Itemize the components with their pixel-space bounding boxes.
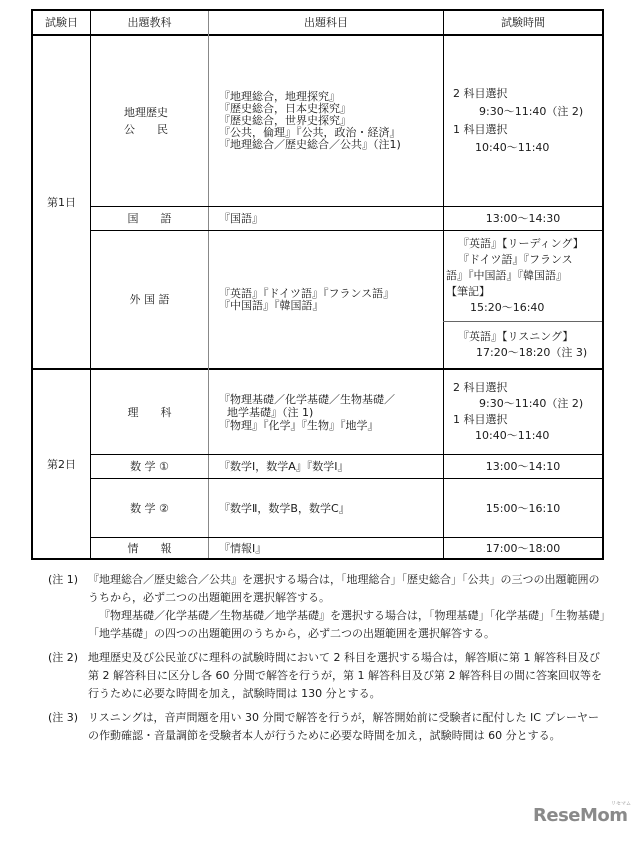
exam-time-cell xyxy=(453,36,602,206)
note-paragraph: 『物理基礎／化学基礎／生物基礎／地学基礎』を選択する場合は，「物理基礎」「化学基礎」「生物基礎」「地学基礎」の四つの出題範囲のうちから，必ず二つの出題範囲を選択解答する。 xyxy=(88,609,605,640)
header-exam-time: 試験時間 xyxy=(501,16,545,29)
time-text: 10:40～11:40 xyxy=(475,429,550,442)
day-label: 第2日 xyxy=(47,457,76,471)
note-paragraph: 『地理総合／歴史総合／公共』を選択する場合は，「地理総合」「歴史総合」「公共」の三つの出題範囲のうちから，必ず二つの出題範囲を選択解答する。 xyxy=(88,573,600,604)
subject-area-cell xyxy=(91,36,208,206)
exam-time-cell: 17:00～18:00 xyxy=(485,541,561,555)
subject-item: 『物理』『化学』『生物』『地学』 xyxy=(219,418,379,432)
exam-time-cell: 13:00～14:10 xyxy=(485,460,561,473)
exam-time-cell xyxy=(453,370,602,454)
note-2 xyxy=(48,649,608,703)
header-subjects: 出題科目 xyxy=(304,16,348,29)
note-paragraph: リスニングは，音声問題を用い 30 分間で解答を行うが，解答開始前に受験者に配付した IC プレーヤーの作動確認・音量調節を受験者本人が行うために必要な時間を加え，試験時間は 60 分とする。 xyxy=(88,711,600,742)
subject-item: 『中国語』『韓国語』 xyxy=(219,298,324,312)
subject-item: 『地理総合／歴史総合／公共』（注1) xyxy=(219,138,401,151)
subject-item: 『物理基礎／化学基礎／生物基礎／ xyxy=(219,392,395,406)
exam-schedule-table xyxy=(31,9,604,560)
subject-area-cell: 情 報 xyxy=(127,541,172,555)
time-text: 15:20～16:40 xyxy=(470,301,545,314)
exam-time-cell: 15:00～16:10 xyxy=(485,501,561,515)
time-text: 【筆記】 xyxy=(446,285,490,298)
subjects-cell xyxy=(219,36,443,206)
subject-item: 『歴史総合，日本史探究』 xyxy=(219,102,351,115)
exam-time-cell: 13:00～14:30 xyxy=(485,212,561,225)
subjects-cell xyxy=(219,231,443,368)
note-label: (注 3) xyxy=(48,711,79,724)
subject-item: 地学基礎』（注 1) xyxy=(227,405,314,419)
resemom-logo: ReseMom xyxy=(533,805,628,826)
time-text: 9:30～11:40（注 2) xyxy=(479,105,584,118)
time-text: 17:20～18:20（注 3) xyxy=(476,346,588,359)
day-label: 第1日 xyxy=(47,195,76,209)
time-text: 『英語』【リーディング】 xyxy=(458,237,584,250)
subjects-cell: 『国語』 xyxy=(219,212,263,225)
subject-area-cell: 数 学 ① xyxy=(130,460,169,473)
subject-item: 『歴史総合，世界史探究』 xyxy=(219,114,351,127)
time-text: 1 科目選択 xyxy=(453,413,508,426)
subject-area-text: 地理歴史 xyxy=(124,106,168,119)
subjects-cell xyxy=(219,370,443,454)
notes-section xyxy=(48,571,608,751)
exam-time-cell xyxy=(446,322,602,368)
note-paragraph: 地理歴史及び公民並びに理科の試験時間において 2 科目を選択する場合は，解答順に第 1 解答科目及び第 2 解答科目に区分し各 60 分間で解答を行うが，第 1 解答科目及び第 2 解答科目の間に答案回収等を行うために必要な時間を加え，試験時間は 130 分とする。 xyxy=(88,651,602,700)
col-divider-2 xyxy=(208,11,209,558)
time-text: 2 科目選択 xyxy=(453,87,508,100)
note-label: (注 1) xyxy=(48,573,79,586)
subject-area-cell: 理 科 xyxy=(127,405,172,419)
subject-item: 『地理総合，地理探究』 xyxy=(219,90,340,103)
note-label: (注 2) xyxy=(48,651,79,664)
time-text: 9:30～11:40（注 2) xyxy=(479,397,584,410)
time-text: 『英語』【リスニング】 xyxy=(458,330,574,343)
time-text: 語』『中国語』『韓国語』 xyxy=(446,269,567,282)
header-exam-day: 試験日 xyxy=(45,16,78,29)
time-text: 『ドイツ語』『フランス xyxy=(458,253,573,266)
subject-area-text: 公 民 xyxy=(124,123,168,136)
subject-item: 『公共，倫理』『公共，政治・経済』 xyxy=(219,126,401,139)
subject-area-cell: 国 語 xyxy=(127,212,172,225)
header-subject-area: 出題教科 xyxy=(127,16,172,29)
exam-time-cell xyxy=(446,231,602,321)
note-3 xyxy=(48,709,608,745)
subject-area-cell: 外 国 語 xyxy=(129,293,170,306)
resemom-logo-kana: リセマム xyxy=(611,801,631,807)
note-1 xyxy=(48,571,608,643)
subject-area-cell: 数 学 ② xyxy=(130,501,169,515)
time-text: 1 科目選択 xyxy=(453,123,508,136)
subjects-cell: 『情報Ⅰ』 xyxy=(219,541,267,555)
subject-item: 『英語』『ドイツ語』『フランス語』 xyxy=(219,286,395,300)
subjects-cell: 『数学Ⅱ，数学B，数学C』 xyxy=(219,501,350,515)
time-text: 10:40～11:40 xyxy=(475,141,550,154)
subjects-cell: 『数学Ⅰ，数学A』『数学Ⅰ』 xyxy=(219,460,349,473)
time-text: 2 科目選択 xyxy=(453,381,508,394)
